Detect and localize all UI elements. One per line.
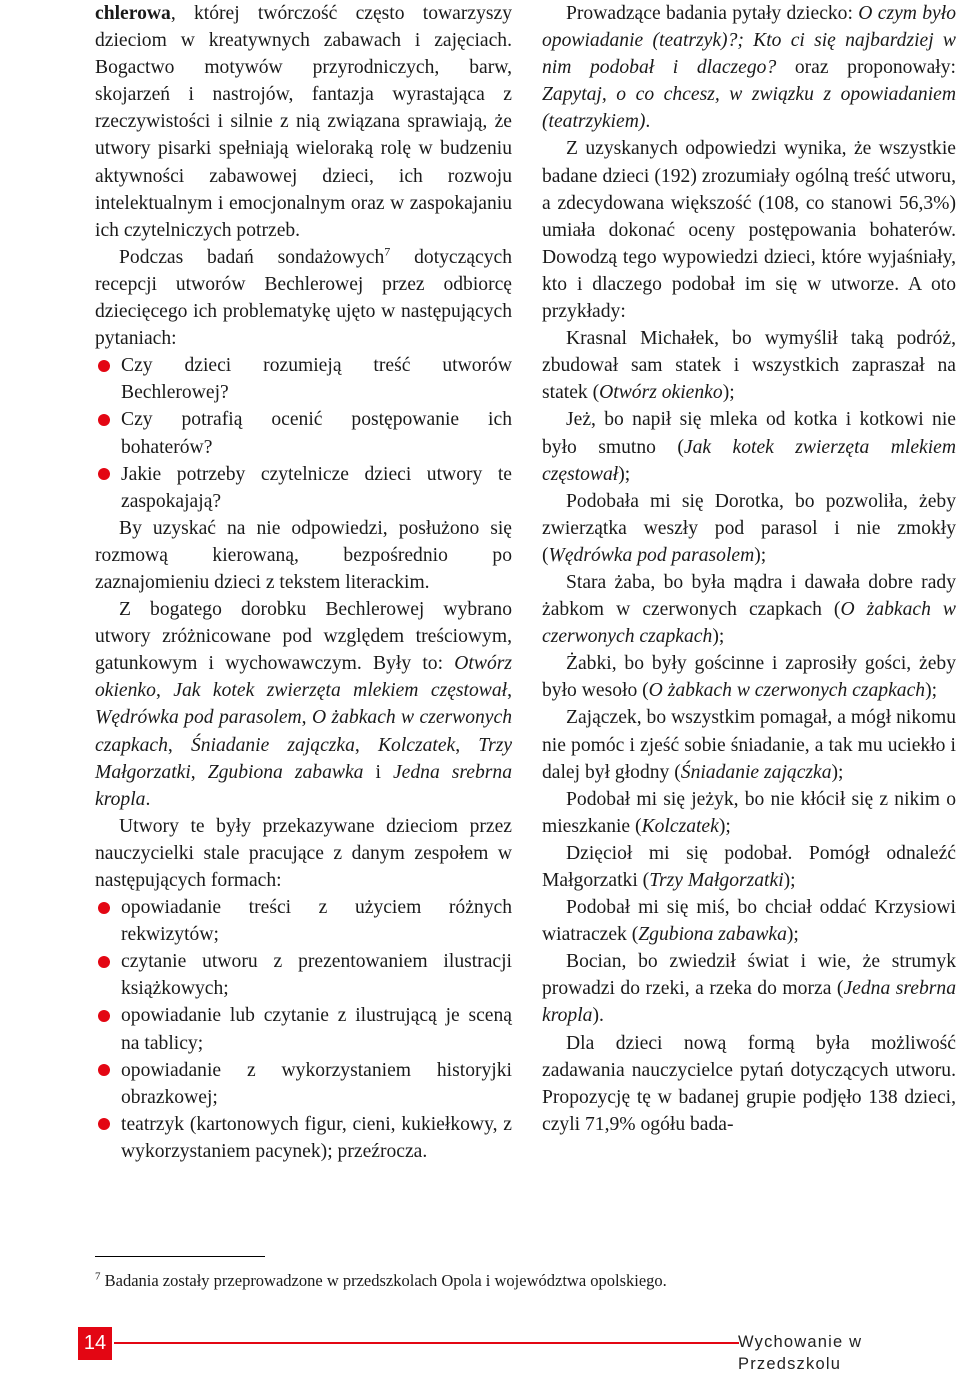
bullet-dot-icon [98, 468, 110, 480]
question-item [95, 406, 512, 460]
text: Podobał mi się jeżyk, bo nie kłócił się z nikim o mieszkanie ( [542, 788, 956, 837]
text: , [354, 734, 378, 756]
text: dotyczących recepcji utworów Bechlerowej przez odbiorcę dziecięcego ich problematykę ujęto w następujących pytaniach: [95, 246, 513, 350]
example-quote [542, 840, 956, 894]
text: Dzięcioł mi się podobał. Pomógł odnaleźć Małgorzatki ( [542, 842, 956, 891]
work-title: Jak kotek zwierzęta mlekiem częstował [542, 436, 957, 485]
text: , której twórczość często towarzyszy dzieciom w kreatywnych zabawach i zajęciach. Bogactwo motywów przyrodniczych, barw, skojarzeń i nastrojów, fantazja wyrastająca z rzeczywistości i silnie z nią związana sprawiają, że utwory pisarki spełniają wieloraką rolę w budzeniu aktywności zabawowej dzieci, ich rozwoju intelektualnym i emocjonalnym oraz w zaspokajaniu ich czytelniczych potrzeb. [95, 3, 512, 241]
text: Zajączek, bo wszystkim pomagał, a mógł nikomu nie pomóc i zjeść sobie śniadanie, a tak mu uciekło i dalej był głodny ( [542, 707, 956, 783]
text: ); [718, 815, 731, 837]
text: opowiadanie lub czytanie z ilustrującą je sceną na tablicy; [121, 1005, 512, 1054]
italic-question: Zapytaj, o co chcesz, w związku z opowiadaniem (teatrzykiem) [542, 84, 956, 133]
text: ); [831, 761, 844, 783]
bullet-dot-icon [98, 414, 110, 426]
example-quote [542, 406, 956, 487]
text: opowiadanie treści z użyciem różnych rekwizytów; [121, 897, 512, 946]
text: . [145, 788, 151, 810]
work-title: Trzy Małgorzatki [95, 734, 513, 783]
left-column [95, 0, 512, 1165]
work-title: O żabkach w czerwonych czapkach [648, 680, 926, 702]
example-quote [542, 569, 956, 650]
text: , [190, 761, 208, 783]
paragraph-method: By uzyskać na nie odpowiedzi, posłużono się rozmową kierowaną, bezpośrednio po zaznajomieniu dzieci z tekstem literackim. [95, 517, 512, 593]
question-item [95, 461, 512, 515]
work-title: Śniadanie zajączka [680, 761, 832, 783]
work-title: Jedna srebrna kropla [542, 978, 957, 1027]
text: ); [925, 680, 938, 702]
example-quote [542, 948, 956, 1029]
form-item [95, 1111, 512, 1165]
page-number: 14 [78, 1327, 112, 1360]
text: ). [592, 1005, 604, 1027]
text: Z bogatego dorobku Bechlerowej wybrano utwory zróżnicowane pod względem treściowym, gatunkowym i wychowawczym. Były to: [95, 599, 512, 675]
form-item [95, 894, 512, 948]
work-title: Wędrówka pod parasolem [548, 544, 755, 566]
text: , [155, 680, 174, 702]
journal-title: Wychowanie w Przedszkolu [738, 1333, 863, 1373]
example-quote [542, 704, 956, 785]
text: ); [618, 463, 631, 485]
text: czytanie utworu z prezentowaniem ilustracji książkowych; [121, 951, 512, 1000]
work-title: Zgubiona zabawka [207, 761, 364, 783]
work-title: Jak kotek zwierzęta mlekiem częstował [173, 680, 508, 702]
paragraph-new-form: Dla dzieci nową formą była możliwość zadawania nauczycielce pytań dotyczących utworu. Propozycję tę w badanej grupie podjęło 138 dzieci, czyli 71,9% ogółu bada- [542, 1032, 956, 1135]
paragraph-forms-intro: Utwory te były przekazywane dzieciom przez nauczycielki stale pracujące z danym zespołem w następujących formach: [95, 815, 512, 891]
text: oraz proponowały: [776, 57, 956, 79]
bullet-dot-icon [98, 1064, 110, 1076]
footnote-ref[interactable]: 7 [384, 244, 391, 259]
bullet-dot-icon [98, 1118, 110, 1130]
form-item [95, 948, 512, 1002]
work-title: Wędrówka pod parasolem [95, 707, 302, 729]
work-title: Jedna srebrna kropla [95, 761, 512, 810]
footnote-number: 7 [95, 1270, 101, 1283]
question-item [95, 352, 512, 406]
text: Stara żaba, bo była mądra i dawała dobre rady żabkom w czerwonych czapkach ( [542, 571, 956, 621]
work-title: O żabkach w czerwonych czapkach [95, 707, 512, 756]
bold-fragment: chlerowa [95, 3, 171, 24]
text: Prowadzące badania pytały dziecko: [566, 3, 859, 24]
text: Jakie potrzeby czytelnicze dzieci utwory te zaspokajają? [121, 463, 512, 512]
text: Podczas badań sondażowych [119, 246, 385, 268]
paragraph-research [95, 244, 512, 352]
bullet-dot-icon [98, 902, 110, 914]
text: Podobała mi się Dorotka, bo pozwoliła, żeby zwierzątka weszły pod parasol i nie zmokły ( [542, 490, 956, 566]
text: Krasnal Michałek, bo wymyślił taką podróż, zbudował sam statek i wszystkich zapraszał na statek ( [542, 328, 956, 404]
text: ); [786, 924, 799, 946]
bullet-dot-icon [98, 360, 110, 372]
text: , [301, 707, 312, 729]
text: i [363, 761, 393, 783]
right-column [542, 0, 956, 1138]
text: , [507, 680, 513, 702]
text: ); [783, 870, 796, 891]
work-title: O żabkach w czerwonych czapkach [542, 599, 956, 648]
footer-rule [114, 1342, 739, 1344]
text: opowiadanie z wykorzystaniem historyjki obrazkowej; [121, 1059, 512, 1108]
work-title: Otwórz okienko [95, 653, 512, 702]
text: ); [754, 544, 767, 566]
example-quote [542, 894, 956, 948]
work-title: Kolczatek [641, 815, 719, 837]
example-quote [542, 650, 956, 704]
work-title: Zgubiona zabawka [638, 924, 787, 946]
form-item [95, 1057, 512, 1111]
paragraph-results: Z uzyskanych odpowiedzi wynika, że wszystkie badane dzieci (192) zrozumiały ogólną treść utworu, a zdecydowana większość (108, co stanowi 56,3%) umiała dokonać oceny postępowania bohaterów. Dowodzą tego wypowiedzi dzieci, które wyjaśniały, kto i dlaczego podobał im się w utworze. A oto przykłady: [542, 138, 956, 323]
footnote-text: Badania zostały przeprowadzone w przedszkolach Opola i województwa opolskiego. [100, 1271, 667, 1290]
text: teatrzyk (kartonowych figur, cieni, kukiełkowy, z wykorzystaniem pacynek); przeźrocza. [121, 1113, 512, 1162]
text: , [167, 734, 191, 756]
text: ); [722, 382, 735, 404]
footnote-separator [95, 1256, 265, 1257]
paragraph-intro [95, 0, 512, 244]
text: Bocian, bo zwiedził świat i wie, że strumyk prowadzi do rzeki, a rzeka do morza ( [542, 951, 956, 1000]
work-title: Kolczatek [377, 734, 456, 756]
paragraph-questions-asked [542, 0, 956, 135]
text: ); [712, 626, 725, 648]
example-quote [542, 325, 956, 406]
work-title: Trzy Małgorzatki [649, 870, 784, 891]
text: Podobał mi się miś, bo chciał oddać Krzysiowi wiatraczek ( [542, 897, 956, 946]
text: , [455, 734, 479, 756]
text: Żabki, bo były gościnne i zaprosiły gości, żeby było wesoło ( [542, 653, 956, 702]
form-item [95, 1002, 512, 1056]
text: Czy potrafią ocenić postępowanie ich bohaterów? [121, 409, 512, 458]
example-quote [542, 488, 956, 569]
text: Jeż, bo napił się mleka od kotka i kotkowi nie było smutno ( [542, 409, 956, 458]
text: . [645, 111, 651, 133]
paragraph-works [95, 596, 512, 813]
example-quote [542, 786, 956, 840]
text: Czy dzieci rozumieją treść utworów Bechlerowej? [121, 355, 512, 404]
italic-question: O czym było opowiadanie (teatrzyk)?; Kto ci się najbardziej w nim podobał i dlaczego? [542, 3, 956, 79]
footnote [95, 1271, 955, 1291]
work-title: Śniadanie zajączka [190, 734, 355, 756]
bullet-dot-icon [98, 956, 110, 968]
work-title: Otwórz okienko [599, 382, 723, 404]
bullet-dot-icon [98, 1010, 110, 1022]
